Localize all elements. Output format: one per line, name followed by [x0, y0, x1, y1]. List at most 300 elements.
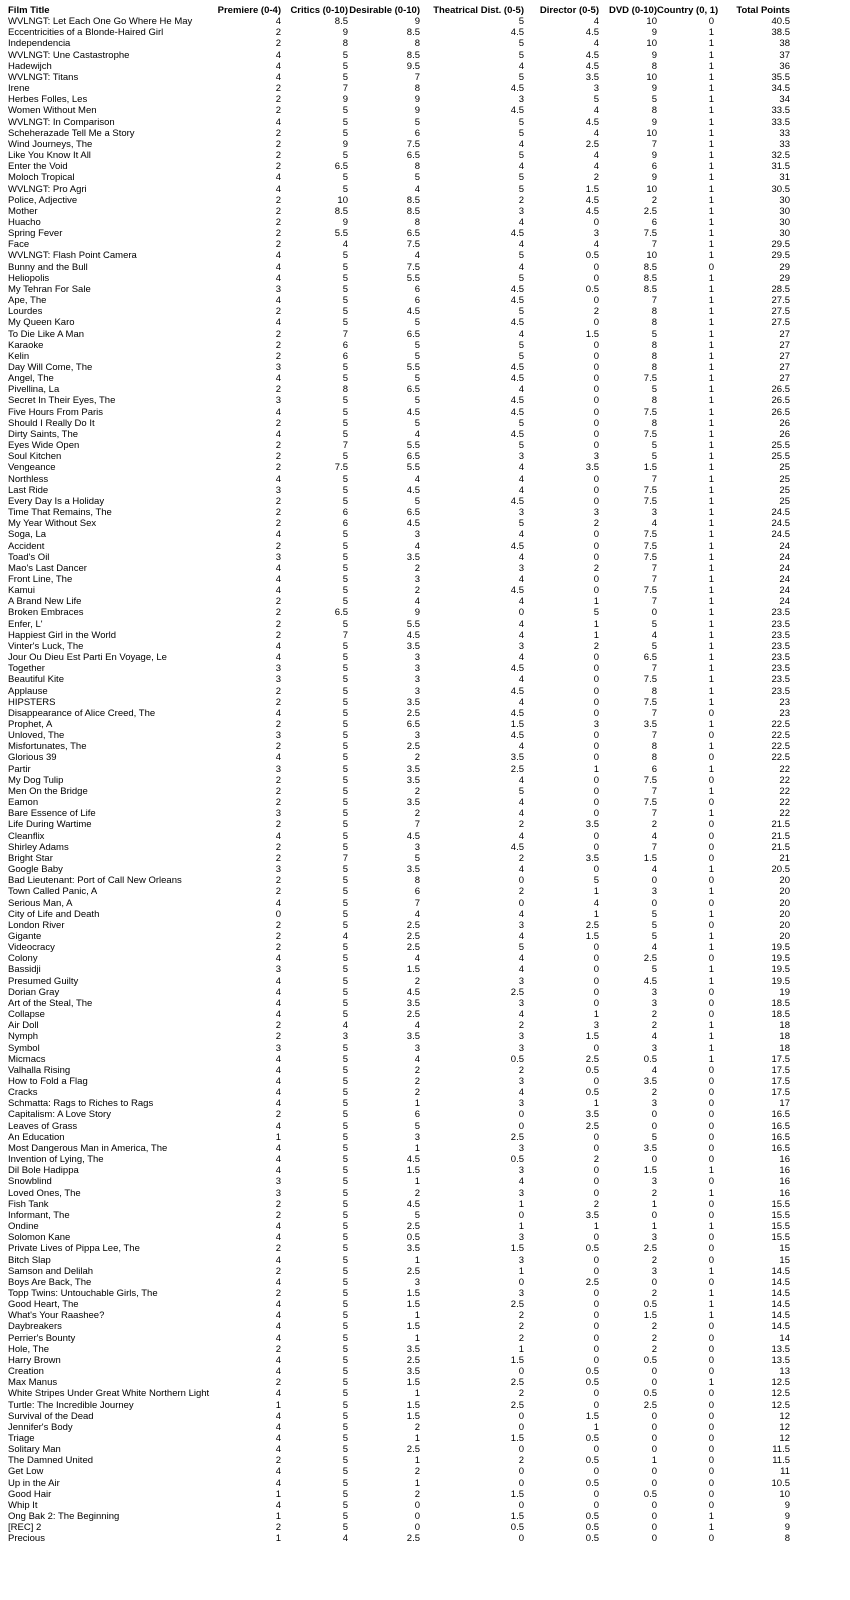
score-cell: 0.5 [406, 1232, 420, 1244]
score-cell: 5 [593, 607, 599, 619]
score-cell: 0 [593, 1232, 599, 1244]
score-cell: 2 [414, 1076, 420, 1087]
score-cell: 5 [518, 350, 524, 362]
score-cell: 4 [275, 16, 281, 28]
score-cell: 0 [593, 830, 599, 842]
score-cell: 1 [708, 596, 714, 608]
score-cell: 2 [275, 239, 281, 251]
score-cell: 3 [651, 1042, 657, 1054]
score-cell: 1 [708, 150, 714, 162]
score-cell: 2.5 [585, 1053, 599, 1065]
score-cell: 18 [779, 1020, 790, 1032]
score-cell: 1.5 [643, 852, 657, 864]
score-cell: 1 [518, 1265, 524, 1277]
score-cell: 4 [275, 975, 281, 987]
score-cell: 1 [708, 1187, 714, 1199]
score-cell: 0 [651, 1421, 657, 1433]
score-cell: 4 [414, 1020, 420, 1032]
score-cell: 0 [651, 1154, 657, 1166]
score-cell: 14.5 [771, 1299, 790, 1311]
score-cell: 2.5 [510, 1131, 524, 1143]
score-cell: 1 [708, 161, 714, 173]
film-title-cell: My Dog Tulip [8, 774, 64, 786]
score-cell: 2 [275, 306, 281, 318]
score-cell: 5 [342, 785, 348, 797]
film-title-cell: Five Hours From Paris [8, 406, 104, 418]
score-cell: 3.5 [406, 696, 420, 708]
score-cell: 3.5 [510, 752, 524, 764]
score-cell: 5 [342, 1433, 348, 1444]
score-cell: 8 [784, 1533, 790, 1545]
score-cell: 5 [414, 339, 420, 351]
score-cell: 1 [708, 808, 714, 820]
header-row [8, 5, 790, 16]
score-cell: 26 [779, 417, 790, 429]
score-cell: 9 [651, 83, 657, 95]
score-cell: 5 [342, 830, 348, 842]
score-cell: 2 [414, 1466, 420, 1478]
score-cell: 2 [275, 596, 281, 608]
score-cell: 5 [342, 975, 348, 987]
table-row [8, 853, 790, 864]
table-row [8, 886, 790, 897]
score-cell: 24.5 [771, 518, 790, 530]
score-cell: 0.5 [585, 1511, 599, 1523]
score-cell: 7.5 [643, 484, 657, 496]
score-cell: 1.5 [510, 1433, 524, 1444]
score-cell: 3 [414, 652, 420, 664]
film-title-cell: Bright Star [8, 852, 53, 864]
score-cell: 6.5 [406, 328, 420, 340]
score-cell: 4 [275, 250, 281, 262]
score-cell: 4 [275, 1321, 281, 1333]
score-cell: 6 [414, 886, 420, 898]
score-cell: 0 [708, 919, 714, 931]
score-cell: 1 [708, 105, 714, 117]
score-cell: 6.5 [406, 719, 420, 730]
score-cell: 3.5 [406, 640, 420, 652]
score-cell: 15.5 [771, 1198, 790, 1210]
score-cell: 4 [518, 384, 524, 396]
score-cell: 1 [708, 428, 714, 440]
score-cell: 1 [651, 1221, 657, 1233]
score-cell: 7 [342, 852, 348, 864]
table-row [8, 83, 790, 94]
score-cell: 1 [708, 551, 714, 563]
score-cell: 6.5 [334, 161, 348, 173]
table-row [8, 94, 790, 105]
score-cell: 1 [275, 1533, 281, 1545]
table-row [8, 741, 790, 752]
table-row [8, 1143, 790, 1154]
score-cell: 21 [779, 852, 790, 864]
score-cell: 1 [708, 640, 714, 652]
score-cell: 2 [275, 1243, 281, 1255]
score-cell: 5 [342, 1042, 348, 1054]
score-cell: 3 [651, 986, 657, 998]
score-cell: 5 [342, 250, 348, 262]
score-cell: 5 [518, 150, 524, 162]
score-cell: 0 [593, 295, 599, 307]
score-cell: 0.5 [510, 1522, 524, 1534]
column-header: Theatrical Dist. (0-5) [433, 5, 524, 16]
score-cell: 0 [593, 1142, 599, 1154]
score-cell: 1 [708, 1042, 714, 1054]
film-title-cell: Triage [8, 1433, 35, 1444]
score-cell: 1 [593, 629, 599, 641]
score-cell: 0 [651, 875, 657, 887]
film-title-cell: Mao's Last Dancer [8, 562, 87, 574]
score-cell: 0 [651, 1209, 657, 1221]
score-cell: 1 [708, 629, 714, 641]
score-cell: 5 [518, 518, 524, 530]
score-cell: 0 [708, 1142, 714, 1154]
score-cell: 4 [275, 953, 281, 965]
score-cell: 0 [651, 1499, 657, 1511]
score-cell: 4 [275, 116, 281, 128]
score-cell: 12.5 [771, 1388, 790, 1400]
score-cell: 1 [414, 1332, 420, 1344]
score-cell: 1 [708, 183, 714, 195]
score-cell: 8 [651, 362, 657, 373]
score-cell: 2 [651, 1254, 657, 1266]
table-row [8, 808, 790, 819]
score-cell: 1 [708, 607, 714, 619]
score-cell: 1 [708, 975, 714, 987]
score-cell: 0 [708, 1466, 714, 1478]
film-title-cell: WVLNGT: Flash Point Camera [8, 250, 137, 262]
score-cell: 0 [593, 317, 599, 329]
score-cell: 20 [779, 886, 790, 898]
score-cell: 4 [275, 1221, 281, 1233]
score-cell: 0 [518, 607, 524, 619]
score-cell: 4 [275, 1299, 281, 1311]
score-cell: 0 [593, 495, 599, 507]
score-cell: 16 [779, 1154, 790, 1166]
score-cell: 0 [593, 1310, 599, 1322]
score-cell: 5 [342, 942, 348, 954]
score-cell: 0 [708, 707, 714, 719]
score-cell: 8 [414, 161, 420, 173]
table-row [8, 942, 790, 953]
score-cell: 4 [518, 864, 524, 876]
score-cell: 0 [651, 1511, 657, 1523]
score-cell: 0.5 [510, 1154, 524, 1166]
film-title-cell: How to Fold a Flag [8, 1076, 88, 1087]
score-cell: 0 [593, 395, 599, 407]
score-cell: 1 [708, 618, 714, 630]
table-row [8, 306, 790, 317]
score-cell: 38 [779, 38, 790, 50]
score-cell: 4 [342, 930, 348, 942]
table-row [8, 340, 790, 351]
table-row [8, 1266, 790, 1277]
table-row [8, 518, 790, 529]
score-cell: 0 [593, 1466, 599, 1478]
score-cell: 5 [342, 1120, 348, 1132]
score-cell: 5 [342, 1221, 348, 1233]
score-cell: 0.5 [585, 1377, 599, 1389]
film-title-cell: Lourdes [8, 306, 43, 318]
score-cell: 4 [275, 1154, 281, 1166]
score-cell: 4.5 [510, 283, 524, 295]
score-cell: 4 [275, 1254, 281, 1266]
score-cell: 30 [779, 194, 790, 206]
score-cell: 5 [342, 1321, 348, 1333]
score-cell: 5 [651, 618, 657, 630]
score-cell: 0 [651, 1377, 657, 1389]
score-cell: 7.5 [643, 529, 657, 541]
score-cell: 4.5 [406, 484, 420, 496]
score-cell: 1 [414, 1142, 420, 1154]
table-row [8, 1243, 790, 1254]
film-title-cell: Face [8, 239, 30, 251]
table-row [8, 27, 790, 38]
table-row [8, 161, 790, 172]
table-row [8, 250, 790, 261]
score-cell: 1 [708, 495, 714, 507]
film-title-cell: Unloved, The [8, 730, 65, 742]
film-title-cell: Precious [8, 1533, 45, 1545]
table-row [8, 117, 790, 128]
score-cell: 15.5 [771, 1209, 790, 1221]
score-cell: 2 [414, 1488, 420, 1500]
score-cell: 5 [342, 150, 348, 162]
score-cell: 4.5 [406, 306, 420, 318]
score-cell: 3 [518, 1076, 524, 1087]
score-cell: 9 [651, 49, 657, 61]
score-cell: 3 [518, 1254, 524, 1266]
table-row [8, 1188, 790, 1199]
score-cell: 4 [275, 1232, 281, 1244]
score-cell: 1 [708, 71, 714, 83]
table-row [8, 686, 790, 697]
score-cell: 1 [708, 395, 714, 407]
score-cell: 5 [651, 328, 657, 340]
film-title-cell: Partir [8, 763, 31, 775]
score-cell: 0 [708, 1176, 714, 1188]
score-cell: 4 [275, 1087, 281, 1099]
score-cell: 9 [414, 16, 420, 28]
score-cell: 11.5 [772, 1444, 790, 1456]
film-title-cell: Scheherazade Tell Me a Story [8, 127, 135, 139]
score-cell: 1 [414, 1388, 420, 1400]
film-title-cell: Vengeance [8, 462, 56, 474]
score-cell: 8 [651, 752, 657, 764]
table-row [8, 1388, 790, 1399]
score-cell: 0 [708, 1198, 714, 1210]
film-title-cell: Bare Essence of Life [8, 808, 96, 820]
film-title-cell: Get Low [8, 1466, 44, 1478]
score-cell: 4 [275, 1165, 281, 1177]
score-cell: 25.5 [771, 451, 790, 463]
score-cell: 5.5 [334, 228, 348, 240]
score-cell: 7 [651, 138, 657, 150]
score-cell: 1 [708, 763, 714, 775]
table-row [8, 1533, 790, 1544]
score-cell: 9 [414, 94, 420, 106]
table-row [8, 1355, 790, 1366]
film-title-cell: Jour Ou Dieu Est Parti En Voyage, Le [8, 652, 167, 664]
film-title-cell: Independencia [8, 38, 71, 50]
score-cell: 16 [779, 1187, 790, 1199]
score-cell: 6.5 [406, 384, 420, 396]
table-row [8, 373, 790, 384]
score-cell: 2 [518, 1455, 524, 1467]
score-cell: 0 [593, 774, 599, 786]
score-cell: 4 [518, 1087, 524, 1099]
score-cell: 0 [518, 1499, 524, 1511]
score-cell: 4 [518, 261, 524, 273]
table-row [8, 262, 790, 273]
score-cell: 0 [593, 986, 599, 998]
score-cell: 17.5 [771, 1053, 790, 1065]
score-cell: 5 [342, 707, 348, 719]
score-cell: 0 [593, 1444, 599, 1456]
score-cell: 0 [593, 1187, 599, 1199]
score-cell: 24 [779, 562, 790, 574]
score-cell: 3 [414, 1042, 420, 1054]
score-cell: 8 [651, 339, 657, 351]
score-cell: 1 [708, 585, 714, 597]
score-cell: 24 [779, 540, 790, 552]
table-row [8, 1009, 790, 1020]
score-cell: 0 [708, 1533, 714, 1545]
score-cell: 3 [593, 1020, 599, 1032]
score-cell: 1 [708, 1031, 714, 1043]
table-row [8, 228, 790, 239]
score-cell: 4 [275, 986, 281, 998]
score-cell: 8 [342, 384, 348, 396]
score-cell: 0 [708, 830, 714, 842]
score-cell: 0 [593, 1499, 599, 1511]
column-header: Film Title [8, 5, 50, 16]
score-cell: 8.5 [334, 16, 348, 28]
score-cell: 1 [708, 451, 714, 463]
score-cell: 7.5 [334, 462, 348, 474]
score-cell: 9 [784, 1522, 790, 1534]
score-cell: 5 [342, 261, 348, 273]
table-row [8, 1199, 790, 1210]
score-cell: 7.5 [643, 495, 657, 507]
score-cell: 24 [779, 551, 790, 563]
score-cell: 2 [518, 819, 524, 831]
score-cell: 1 [708, 272, 714, 284]
score-cell: 4 [518, 964, 524, 976]
score-cell: 3 [593, 719, 599, 730]
score-cell: 7 [414, 897, 420, 909]
table-row [8, 1321, 790, 1332]
score-cell: 1.5 [406, 1321, 420, 1333]
score-cell: 1.5 [406, 1165, 420, 1177]
score-cell: 13.5 [771, 1354, 790, 1366]
score-cell: 0 [518, 1533, 524, 1545]
table-row [8, 1121, 790, 1132]
score-cell: 3 [651, 1098, 657, 1110]
table-row [8, 273, 790, 284]
score-cell: 5 [342, 417, 348, 429]
film-title-cell: Men On the Bridge [8, 785, 88, 797]
score-cell: 4 [518, 161, 524, 173]
film-title-cell: WVLNGT: In Comparison [8, 116, 115, 128]
film-title-cell: To Die Like A Man [8, 328, 85, 340]
score-cell: 4 [518, 573, 524, 585]
score-cell: 5 [414, 852, 420, 864]
score-cell: 2 [414, 1187, 420, 1199]
film-title-cell: Pivellina, La [8, 384, 60, 396]
score-cell: 22.5 [771, 752, 790, 764]
score-cell: 2.5 [406, 741, 420, 753]
film-title-cell: Schmatta: Rags to Riches to Rags [8, 1098, 154, 1110]
score-cell: 2 [275, 930, 281, 942]
score-cell: 22 [779, 763, 790, 775]
score-cell: 0 [593, 1265, 599, 1277]
score-cell: 14.5 [771, 1321, 790, 1333]
film-title-cell: Broken Embraces [8, 607, 84, 619]
score-cell: 1 [708, 462, 714, 474]
score-cell: 4 [275, 1053, 281, 1065]
score-cell: 0 [708, 1009, 714, 1021]
score-cell: 4 [651, 518, 657, 530]
score-cell: 0 [593, 440, 599, 452]
score-cell: 5 [518, 440, 524, 452]
table-row [8, 1020, 790, 1031]
score-cell: 0 [414, 1522, 420, 1534]
score-cell: 30.5 [771, 183, 790, 195]
film-title-cell: Solitary Man [8, 1444, 61, 1456]
score-cell: 1 [708, 94, 714, 106]
score-cell: 3 [275, 362, 281, 373]
score-cell: 4.5 [510, 295, 524, 307]
score-cell: 5 [518, 272, 524, 284]
score-cell: 2 [518, 1310, 524, 1322]
score-cell: 2 [414, 562, 420, 574]
table-row [8, 150, 790, 161]
score-cell: 4 [518, 596, 524, 608]
score-cell: 4 [518, 1009, 524, 1021]
score-cell: 0 [708, 1433, 714, 1444]
score-cell: 1 [708, 518, 714, 530]
score-cell: 3 [275, 864, 281, 876]
score-cell: 5 [518, 49, 524, 61]
score-cell: 7.5 [643, 551, 657, 563]
score-cell: 0 [593, 573, 599, 585]
score-cell: 16 [779, 1176, 790, 1188]
score-cell: 22 [779, 774, 790, 786]
film-title-cell: WVLNGT: Titans [8, 71, 79, 83]
score-cell: 0.5 [585, 1243, 599, 1255]
table-row [8, 641, 790, 652]
table-row [8, 384, 790, 395]
score-cell: 5 [342, 1109, 348, 1121]
film-title-cell: Disappearance of Alice Creed, The [8, 707, 156, 719]
score-cell: 3 [593, 451, 599, 463]
score-cell: 1.5 [585, 1410, 599, 1422]
column-header: Desirable (0-10) [349, 5, 420, 16]
score-cell: 19.5 [771, 953, 790, 965]
score-cell: 0 [593, 685, 599, 697]
table-row [8, 1366, 790, 1377]
score-cell: 6.5 [406, 507, 420, 519]
score-cell: 1 [708, 228, 714, 240]
score-cell: 4.5 [406, 986, 420, 998]
score-cell: 1.5 [643, 462, 657, 474]
score-cell: 5 [342, 1343, 348, 1355]
score-cell: 1 [708, 38, 714, 50]
score-cell: 5 [342, 1388, 348, 1400]
score-cell: 0 [593, 964, 599, 976]
column-header: Critics (0-10) [290, 5, 348, 16]
